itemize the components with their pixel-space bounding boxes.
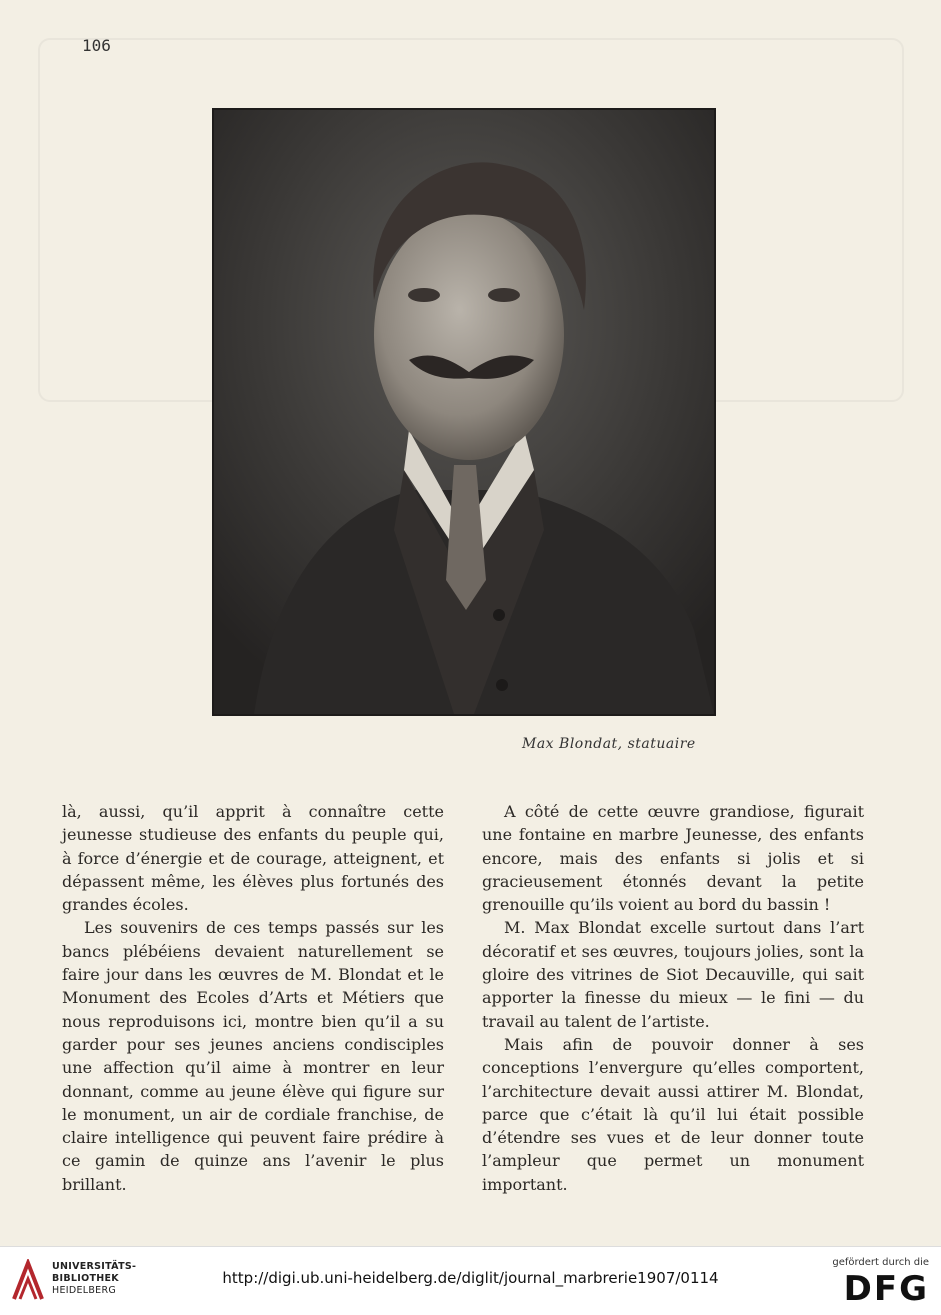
figure-caption: Max Blondat, statuaire <box>522 736 696 752</box>
text-column-left <box>62 800 444 1196</box>
page-number: 106 <box>82 36 111 55</box>
portrait-photo <box>212 108 716 716</box>
paragraph: là, aussi, qu’il apprit à connaître cette jeunesse studieuse des enfants du peuple qui, à force d’énergie et de courage, atteignent, et dépassent même, les élèves plus fortunés des grandes écoles. <box>62 802 444 915</box>
portrait-illustration <box>214 110 714 714</box>
paragraph: Mais afin de pouvoir donner à ses conceptions l’envergure qu’elles comportent, l’architecture devait aussi attirer M. Blondat, parce que c’était là qu’il lui était possible d’étendre ses vues et de leur donner toute l’ampleur que permet un monument important. <box>482 1034 864 1194</box>
funding-label: gefördert durch die <box>832 1257 929 1268</box>
paragraph: A côté de cette œuvre grandiose, figurait une fontaine en marbre Jeunesse, des enfants encore, mais des enfants si jolis et si gracieusement étonnés devant la petite grenouille qu’ils voient au bord du bassin ! <box>482 802 864 915</box>
permalink-url[interactable]: http://digi.ub.uni-heidelberg.de/diglit/journal_marbrerie1907/0114 <box>222 1269 719 1287</box>
institution-name: UNIVERSITÄTS- BIBLIOTHEK HEIDELBERG <box>52 1261 137 1296</box>
digitization-footer <box>0 1246 941 1315</box>
paragraph: M. Max Blondat excelle surtout dans l’art décoratif et ses œuvres, toujours jolies, sont la gloire des vitrines de Siot Decauville, qui sait apporter la finesse du mieux — le fini — du travail au talent de l’artiste. <box>482 918 864 1031</box>
paragraph: Les souvenirs de ces temps passés sur les bancs plébéiens devaient naturellement se faire jour dans les œuvres de M. Blondat et le Monument des Ecoles d’Arts et Métiers que nous reproduisons ici, montre bien qu’il a su garder pour ses jeunes anciens condisciples une affection qu’il aime à montrer en leur donnant, comme au jeune élève qui figure sur le monument, un air de cordiale franchise, de claire intelligence qui peuvent faire prédire à ce gamin de quinze ans l’avenir le plus brillant. <box>62 918 444 1194</box>
dfg-logo: DFG <box>843 1269 929 1309</box>
text-column-right <box>482 800 864 1196</box>
